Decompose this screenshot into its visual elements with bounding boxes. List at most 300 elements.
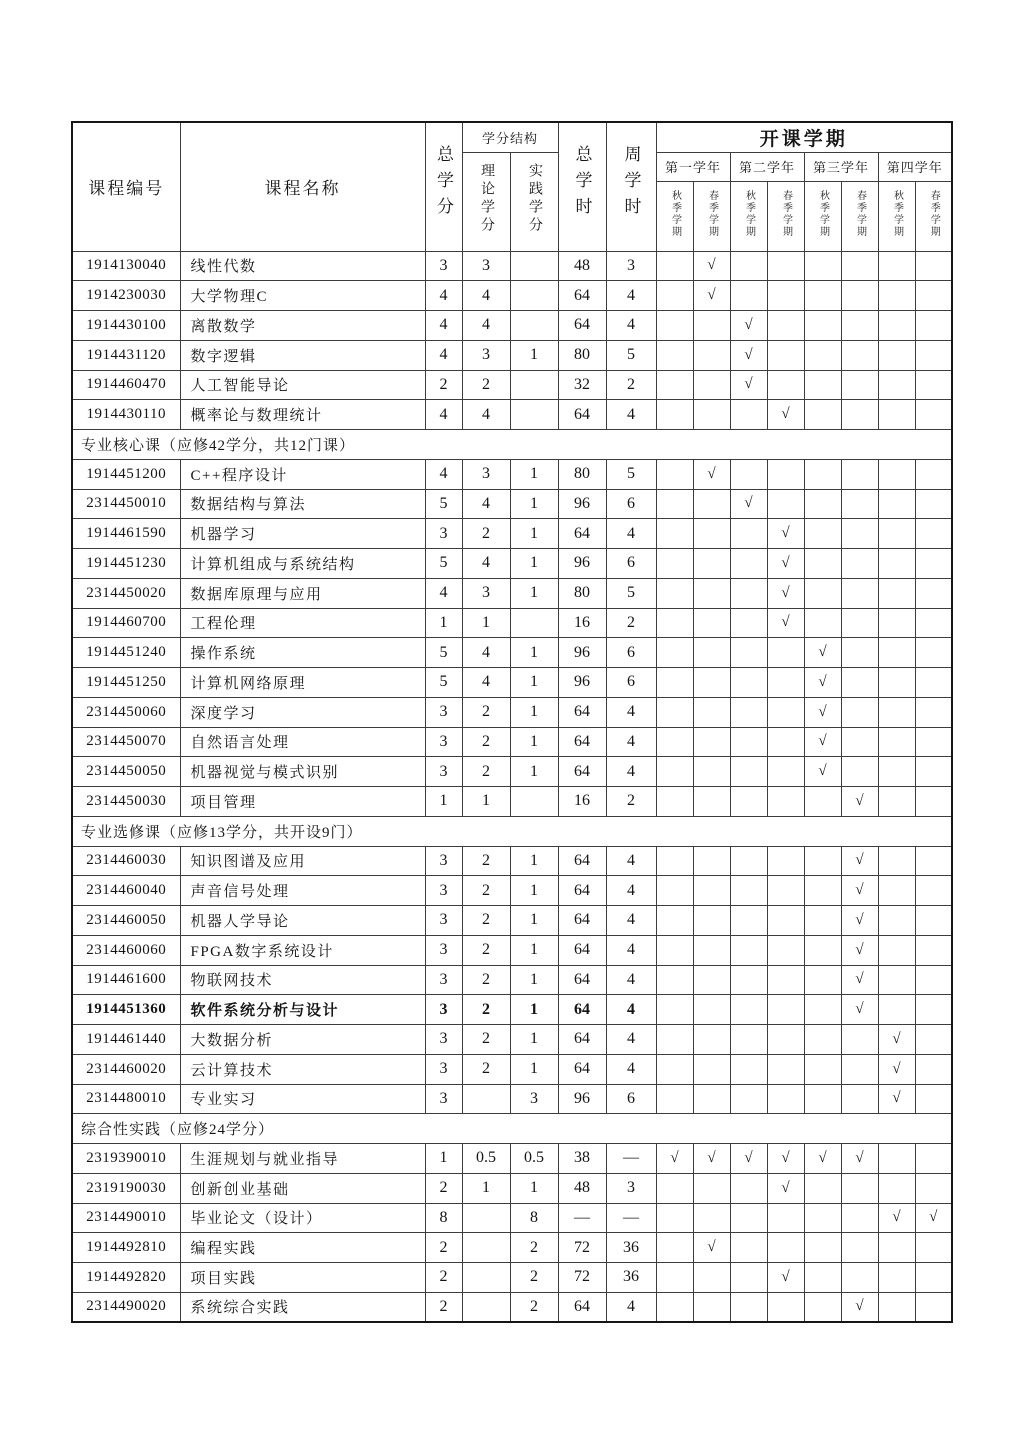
semester-cell-year4-fall xyxy=(878,1173,915,1203)
total-credits-value: 2 xyxy=(425,370,462,400)
course-name: C++程序设计 xyxy=(180,459,425,489)
col-header-year1-fall xyxy=(656,181,693,251)
semester-cell-year2-spring xyxy=(767,489,804,519)
total-hours-value: 80 xyxy=(558,578,606,608)
total-hours-value: 72 xyxy=(558,1263,606,1293)
semester-cell-year3-spring: √ xyxy=(841,876,878,906)
semester-cell-year3-fall xyxy=(804,311,841,341)
theory-credits-value: 2 xyxy=(462,697,510,727)
semester-cell-year4-spring: √ xyxy=(915,1203,952,1233)
semester-cell-year2-spring: √ xyxy=(767,608,804,638)
course-name: 大数据分析 xyxy=(180,1025,425,1055)
course-row xyxy=(72,311,952,341)
semester-cell-year2-spring xyxy=(767,1233,804,1263)
weekly-hours-value: 6 xyxy=(606,668,656,698)
theory-credits-value: 4 xyxy=(462,489,510,519)
semester-cell-year1-spring xyxy=(693,1292,730,1322)
theory-credits-value: 4 xyxy=(462,638,510,668)
semester-cell-year1-fall xyxy=(656,757,693,787)
semester-cell-year4-spring xyxy=(915,1025,952,1055)
semester-cell-year4-fall xyxy=(878,638,915,668)
semester-cell-year4-fall xyxy=(878,281,915,311)
semester-cell-year3-fall xyxy=(804,1292,841,1322)
col-header-year-4: 第四学年 xyxy=(878,152,952,181)
practice-credits-value: 2 xyxy=(510,1233,558,1263)
semester-cell-year2-fall xyxy=(730,281,767,311)
semester-cell-year2-spring xyxy=(767,757,804,787)
semester-cell-year1-fall xyxy=(656,370,693,400)
semester-cell-year3-fall xyxy=(804,519,841,549)
semester-cell-year1-spring xyxy=(693,311,730,341)
semester-cell-year1-spring xyxy=(693,340,730,370)
semester-cell-year4-fall: √ xyxy=(878,1025,915,1055)
total-credits-value: 4 xyxy=(425,400,462,430)
semester-cell-year3-fall: √ xyxy=(804,1144,841,1174)
practice-credits-value: 1 xyxy=(510,340,558,370)
semester-cell-year3-spring xyxy=(841,1173,878,1203)
semester-cell-year4-fall xyxy=(878,1292,915,1322)
semester-cell-year2-fall xyxy=(730,846,767,876)
practice-credits-value: 1 xyxy=(510,757,558,787)
total-credits-value: 3 xyxy=(425,906,462,936)
weekly-hours-value: 4 xyxy=(606,727,656,757)
theory-credits-value: 2 xyxy=(462,995,510,1025)
semester-cell-year3-fall xyxy=(804,995,841,1025)
course-name: 线性代数 xyxy=(180,251,425,281)
semester-cell-year3-spring xyxy=(841,727,878,757)
semester-cell-year3-fall: √ xyxy=(804,727,841,757)
semester-cell-year1-spring xyxy=(693,1203,730,1233)
theory-credits-value: 4 xyxy=(462,281,510,311)
semester-cell-year4-spring xyxy=(915,281,952,311)
course-table-body xyxy=(72,251,952,1322)
semester-cell-year1-spring xyxy=(693,1084,730,1114)
semester-cell-year1-fall xyxy=(656,608,693,638)
practice-credits-value: 1 xyxy=(510,459,558,489)
semester-cell-year4-fall xyxy=(878,906,915,936)
semester-cell-year3-spring xyxy=(841,697,878,727)
practice-credits-value: 0.5 xyxy=(510,1144,558,1174)
semester-cell-year4-spring xyxy=(915,251,952,281)
semester-cell-year3-spring xyxy=(841,281,878,311)
semester-cell-year1-fall xyxy=(656,846,693,876)
course-row xyxy=(72,340,952,370)
course-row xyxy=(72,965,952,995)
semester-cell-year1-spring: √ xyxy=(693,281,730,311)
semester-cell-year2-fall xyxy=(730,1084,767,1114)
semester-cell-year3-fall xyxy=(804,1084,841,1114)
course-name: 工程伦理 xyxy=(180,608,425,638)
total-credits-value: 5 xyxy=(425,668,462,698)
total-credits-value: 3 xyxy=(425,1025,462,1055)
course-name: 操作系统 xyxy=(180,638,425,668)
course-name: 知识图谱及应用 xyxy=(180,846,425,876)
semester-cell-year3-spring: √ xyxy=(841,995,878,1025)
total-hours-value: 48 xyxy=(558,251,606,281)
weekly-hours-value: 5 xyxy=(606,340,656,370)
course-code: 1914461600 xyxy=(72,965,180,995)
theory-credits-value xyxy=(462,1292,510,1322)
course-name: 云计算技术 xyxy=(180,1054,425,1084)
course-code: 1914430100 xyxy=(72,311,180,341)
course-name: 机器视觉与模式识别 xyxy=(180,757,425,787)
weekly-hours-value: 4 xyxy=(606,935,656,965)
semester-cell-year4-spring xyxy=(915,727,952,757)
semester-cell-year2-fall xyxy=(730,1054,767,1084)
weekly-hours-value: 4 xyxy=(606,1025,656,1055)
course-row xyxy=(72,1173,952,1203)
total-credits-value: 3 xyxy=(425,995,462,1025)
semester-cell-year4-fall xyxy=(878,578,915,608)
semester-cell-year1-spring xyxy=(693,638,730,668)
weekly-hours-value: 6 xyxy=(606,549,656,579)
semester-cell-year4-spring xyxy=(915,489,952,519)
semester-cell-year4-spring xyxy=(915,846,952,876)
weekly-hours-value: 6 xyxy=(606,489,656,519)
course-row xyxy=(72,370,952,400)
practice-credits-value: 1 xyxy=(510,995,558,1025)
semester-cell-year2-fall xyxy=(730,995,767,1025)
practice-credits-value xyxy=(510,370,558,400)
theory-credits-value: 2 xyxy=(462,1054,510,1084)
semester-cell-year1-spring: √ xyxy=(693,251,730,281)
col-header-course-code: 课程编号 xyxy=(72,122,180,251)
total-credits-value: 3 xyxy=(425,697,462,727)
semester-cell-year3-spring: √ xyxy=(841,1144,878,1174)
semester-cell-year4-fall xyxy=(878,846,915,876)
semester-cell-year1-fall xyxy=(656,251,693,281)
course-row xyxy=(72,1292,952,1322)
semester-cell-year2-spring xyxy=(767,787,804,817)
practice-credits-value xyxy=(510,608,558,638)
course-name: 项目实践 xyxy=(180,1263,425,1293)
total-hours-value: 64 xyxy=(558,727,606,757)
course-row xyxy=(72,787,952,817)
semester-cell-year3-fall xyxy=(804,965,841,995)
total-hours-value: 48 xyxy=(558,1173,606,1203)
semester-cell-year2-fall xyxy=(730,1292,767,1322)
total-credits-value: 1 xyxy=(425,1144,462,1174)
semester-cell-year3-spring xyxy=(841,489,878,519)
total-hours-value: 64 xyxy=(558,846,606,876)
total-credits-value: 2 xyxy=(425,1173,462,1203)
semester-cell-year2-fall xyxy=(730,668,767,698)
semester-cell-year4-spring xyxy=(915,519,952,549)
semester-cell-year4-fall xyxy=(878,965,915,995)
curriculum-table xyxy=(71,121,953,1323)
total-hours-value: 32 xyxy=(558,370,606,400)
col-header-year2-fall xyxy=(730,181,767,251)
course-code: 1914492820 xyxy=(72,1263,180,1293)
course-code: 1914451200 xyxy=(72,459,180,489)
total-credits-value: 5 xyxy=(425,549,462,579)
semester-cell-year1-spring xyxy=(693,727,730,757)
course-row xyxy=(72,608,952,638)
semester-cell-year3-fall xyxy=(804,1025,841,1055)
semester-cell-year3-spring: √ xyxy=(841,906,878,936)
practice-credits-value: 1 xyxy=(510,1025,558,1055)
semester-cell-year1-spring xyxy=(693,935,730,965)
course-row xyxy=(72,906,952,936)
course-name: 大学物理C xyxy=(180,281,425,311)
semester-cell-year2-spring xyxy=(767,281,804,311)
semester-cell-year2-fall xyxy=(730,1263,767,1293)
theory-credits-value: 1 xyxy=(462,1173,510,1203)
course-code: 2319390010 xyxy=(72,1144,180,1174)
semester-cell-year4-spring xyxy=(915,459,952,489)
course-code: 1914451240 xyxy=(72,638,180,668)
semester-cell-year3-spring xyxy=(841,1084,878,1114)
total-credits-value: 2 xyxy=(425,1233,462,1263)
course-code: 1914451360 xyxy=(72,995,180,1025)
semester-cell-year1-fall xyxy=(656,787,693,817)
semester-cell-year2-fall xyxy=(730,876,767,906)
semester-cell-year2-fall xyxy=(730,1233,767,1263)
practice-credits-value: 1 xyxy=(510,846,558,876)
course-name: 计算机组成与系统结构 xyxy=(180,549,425,579)
total-credits-value: 1 xyxy=(425,787,462,817)
semester-cell-year3-fall xyxy=(804,1173,841,1203)
total-credits-value: 3 xyxy=(425,965,462,995)
course-name: 声音信号处理 xyxy=(180,876,425,906)
col-header-year1-spring xyxy=(693,181,730,251)
practice-credits-value: 1 xyxy=(510,935,558,965)
practice-credits-value: 1 xyxy=(510,668,558,698)
fall-semester-label: 秋季学期 xyxy=(669,189,681,238)
semester-cell-year4-fall xyxy=(878,311,915,341)
course-name: 专业实习 xyxy=(180,1084,425,1114)
fall-semester-label: 秋季学期 xyxy=(891,189,903,238)
semester-cell-year2-spring xyxy=(767,1025,804,1055)
semester-cell-year1-spring xyxy=(693,578,730,608)
col-header-year-2: 第二学年 xyxy=(730,152,804,181)
total-hours-value: 38 xyxy=(558,1144,606,1174)
semester-cell-year4-fall xyxy=(878,668,915,698)
semester-cell-year2-spring: √ xyxy=(767,549,804,579)
semester-cell-year4-fall xyxy=(878,697,915,727)
semester-cell-year1-fall xyxy=(656,1263,693,1293)
spring-semester-label: 春季学期 xyxy=(854,189,866,238)
section-row xyxy=(72,816,952,846)
course-code: 2314450010 xyxy=(72,489,180,519)
col-header-total-hours xyxy=(558,122,606,251)
theory-credits-value: 4 xyxy=(462,400,510,430)
total-credits-value: 3 xyxy=(425,727,462,757)
theory-credits-value: 0.5 xyxy=(462,1144,510,1174)
semester-cell-year4-spring xyxy=(915,549,952,579)
theory-credits-value: 2 xyxy=(462,1025,510,1055)
semester-cell-year2-fall xyxy=(730,757,767,787)
practice-credits-value: 1 xyxy=(510,578,558,608)
semester-cell-year2-fall xyxy=(730,697,767,727)
total-credits-value: 2 xyxy=(425,1263,462,1293)
semester-cell-year1-spring: √ xyxy=(693,1144,730,1174)
semester-cell-year3-fall xyxy=(804,400,841,430)
weekly-hours-value: 4 xyxy=(606,281,656,311)
spring-semester-label: 春季学期 xyxy=(706,189,718,238)
semester-cell-year4-fall xyxy=(878,876,915,906)
semester-cell-year4-fall xyxy=(878,459,915,489)
semester-cell-year2-spring xyxy=(767,906,804,936)
semester-cell-year3-fall xyxy=(804,489,841,519)
semester-cell-year4-fall xyxy=(878,370,915,400)
theory-credits-value: 2 xyxy=(462,757,510,787)
semester-cell-year3-fall xyxy=(804,1203,841,1233)
semester-cell-year2-fall xyxy=(730,608,767,638)
total-hours-value: 64 xyxy=(558,995,606,1025)
semester-cell-year4-fall: √ xyxy=(878,1084,915,1114)
semester-cell-year1-spring xyxy=(693,787,730,817)
weekly-hours-value: 4 xyxy=(606,757,656,787)
total-credits-value: 3 xyxy=(425,1054,462,1084)
theory-credits-value: 3 xyxy=(462,340,510,370)
course-code: 2314450070 xyxy=(72,727,180,757)
course-code: 1914431120 xyxy=(72,340,180,370)
weekly-hours-value: 2 xyxy=(606,787,656,817)
course-code: 2314450030 xyxy=(72,787,180,817)
semester-cell-year1-fall xyxy=(656,1054,693,1084)
semester-cell-year3-spring xyxy=(841,757,878,787)
section-label: 专业选修课（应修13学分，共开设9门） xyxy=(72,816,952,846)
weekly-hours-value: 2 xyxy=(606,370,656,400)
weekly-hours-value: 4 xyxy=(606,519,656,549)
total-hours-value: 80 xyxy=(558,340,606,370)
semester-cell-year3-spring xyxy=(841,1054,878,1084)
semester-cell-year3-fall: √ xyxy=(804,757,841,787)
course-row xyxy=(72,638,952,668)
total-hours-value: 64 xyxy=(558,1054,606,1084)
semester-cell-year4-fall xyxy=(878,727,915,757)
semester-cell-year1-fall xyxy=(656,876,693,906)
semester-cell-year1-spring xyxy=(693,1054,730,1084)
semester-cell-year3-spring: √ xyxy=(841,965,878,995)
semester-cell-year2-fall: √ xyxy=(730,1144,767,1174)
course-name: 人工智能导论 xyxy=(180,370,425,400)
course-name: 编程实践 xyxy=(180,1233,425,1263)
semester-cell-year2-spring xyxy=(767,668,804,698)
course-row xyxy=(72,578,952,608)
total-hours-value: 96 xyxy=(558,1084,606,1114)
semester-cell-year3-spring xyxy=(841,578,878,608)
semester-cell-year2-fall xyxy=(730,519,767,549)
semester-cell-year2-spring xyxy=(767,727,804,757)
course-code: 2314460040 xyxy=(72,876,180,906)
semester-cell-year2-spring xyxy=(767,638,804,668)
theory-credits-value: 2 xyxy=(462,876,510,906)
weekly-hours-value: 2 xyxy=(606,608,656,638)
total-hours-value: 64 xyxy=(558,1292,606,1322)
total-hours-label: 总学时 xyxy=(572,145,592,224)
course-row xyxy=(72,697,952,727)
semester-cell-year2-fall: √ xyxy=(730,340,767,370)
theory-credits-value: 4 xyxy=(462,311,510,341)
semester-cell-year4-spring xyxy=(915,1084,952,1114)
theory-credits-value: 2 xyxy=(462,965,510,995)
semester-cell-year1-spring xyxy=(693,1263,730,1293)
semester-cell-year1-spring xyxy=(693,697,730,727)
semester-cell-year2-spring xyxy=(767,340,804,370)
semester-cell-year4-spring xyxy=(915,906,952,936)
course-code: 1914492810 xyxy=(72,1233,180,1263)
practice-credits-value: 1 xyxy=(510,549,558,579)
semester-cell-year1-spring xyxy=(693,370,730,400)
semester-cell-year4-spring xyxy=(915,1054,952,1084)
theory-credits-value: 4 xyxy=(462,549,510,579)
semester-cell-year1-fall xyxy=(656,1084,693,1114)
course-code: 1914461440 xyxy=(72,1025,180,1055)
course-code: 2319190030 xyxy=(72,1173,180,1203)
total-hours-value: 64 xyxy=(558,906,606,936)
col-header-year4-spring xyxy=(915,181,952,251)
semester-cell-year2-fall xyxy=(730,906,767,936)
semester-cell-year1-fall xyxy=(656,668,693,698)
semester-cell-year4-fall xyxy=(878,251,915,281)
col-header-year-1: 第一学年 xyxy=(656,152,730,181)
weekly-hours-value: 3 xyxy=(606,251,656,281)
weekly-hours-value: 4 xyxy=(606,846,656,876)
semester-cell-year4-fall: √ xyxy=(878,1203,915,1233)
semester-cell-year1-spring xyxy=(693,519,730,549)
semester-cell-year4-fall xyxy=(878,935,915,965)
semester-cell-year2-spring xyxy=(767,1054,804,1084)
weekly-hours-value: 5 xyxy=(606,578,656,608)
semester-cell-year3-spring: √ xyxy=(841,787,878,817)
semester-cell-year4-spring xyxy=(915,935,952,965)
semester-cell-year1-spring xyxy=(693,846,730,876)
total-hours-value: 64 xyxy=(558,935,606,965)
course-code: 2314480010 xyxy=(72,1084,180,1114)
semester-cell-year3-fall xyxy=(804,906,841,936)
total-credits-value: 4 xyxy=(425,459,462,489)
course-name: FPGA数字系统设计 xyxy=(180,935,425,965)
col-header-credit-structure: 学分结构 xyxy=(462,122,558,152)
theory-credits-value: 3 xyxy=(462,578,510,608)
semester-cell-year2-fall xyxy=(730,727,767,757)
col-header-year3-spring xyxy=(841,181,878,251)
semester-cell-year2-spring xyxy=(767,1292,804,1322)
semester-cell-year4-spring xyxy=(915,370,952,400)
semester-cell-year2-spring xyxy=(767,995,804,1025)
semester-cell-year3-spring xyxy=(841,549,878,579)
course-name: 深度学习 xyxy=(180,697,425,727)
course-row xyxy=(72,549,952,579)
semester-cell-year2-fall xyxy=(730,549,767,579)
weekly-hours-value: 6 xyxy=(606,638,656,668)
total-hours-value: — xyxy=(558,1203,606,1233)
weekly-hours-value: — xyxy=(606,1203,656,1233)
course-row xyxy=(72,1203,952,1233)
theory-credits-value: 1 xyxy=(462,608,510,638)
semester-cell-year2-spring: √ xyxy=(767,578,804,608)
spring-semester-label: 春季学期 xyxy=(928,189,940,238)
semester-cell-year1-fall xyxy=(656,519,693,549)
semester-cell-year4-spring xyxy=(915,787,952,817)
semester-cell-year3-fall xyxy=(804,846,841,876)
semester-cell-year3-fall xyxy=(804,549,841,579)
semester-cell-year2-fall xyxy=(730,1025,767,1055)
total-hours-value: 16 xyxy=(558,608,606,638)
semester-cell-year1-spring xyxy=(693,1025,730,1055)
theory-credits-value: 2 xyxy=(462,519,510,549)
semester-cell-year1-fall xyxy=(656,1292,693,1322)
total-credits-value: 3 xyxy=(425,757,462,787)
semester-cell-year2-spring xyxy=(767,370,804,400)
semester-cell-year3-fall xyxy=(804,935,841,965)
semester-cell-year4-spring xyxy=(915,757,952,787)
semester-cell-year3-spring xyxy=(841,638,878,668)
total-credits-value: 4 xyxy=(425,578,462,608)
theory-credits-value xyxy=(462,1263,510,1293)
